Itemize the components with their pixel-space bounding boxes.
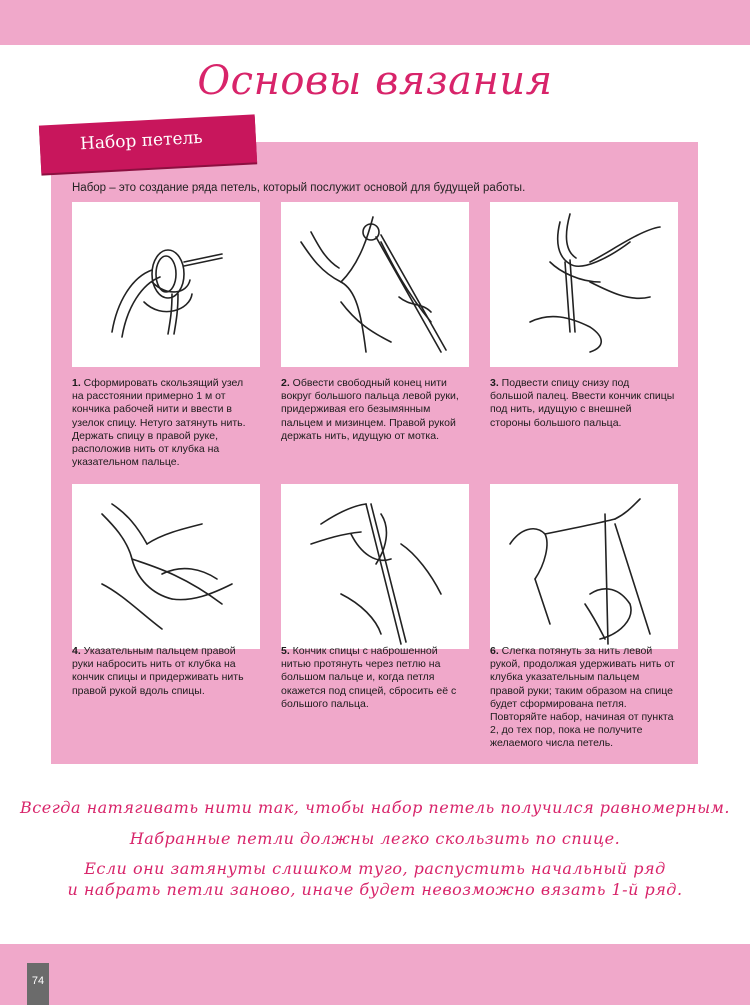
wrap-yarn-illustration	[72, 484, 260, 649]
slip-knot-illustration	[72, 202, 260, 367]
pull-through-illustration	[281, 484, 469, 649]
tip-line-2: Набранные петли должны легко скользить по спице.	[129, 829, 621, 848]
tip-line-1: Всегда натягивать нити так, чтобы набор петель получился равномерным.	[20, 798, 730, 817]
tip-line-4: и набрать петли заново, иначе будет невозможно вязать 1-й ряд.	[67, 880, 683, 899]
step-4-text: Указательным пальцем правой руки набросить нить от клубка на кончик спицы и придерживать нить правой рукой вдоль спицы.	[72, 645, 244, 697]
page-number: 74	[27, 963, 49, 1005]
step-3-number: 3.	[490, 377, 499, 389]
step-2-caption	[281, 377, 466, 443]
step-6-text: Слегка потянуть за нить левой рукой, продолжая удерживать нить от клубка указательным пальцем правой руки; таким образом на спице будет сформирована петля. Повторяйте набор, начиная от пункта 2, до тех пор, пока не получите желаемого числа петель.	[490, 645, 675, 750]
intro-text: Набор – это создание ряда петель, который послужит основой для будущей работы.	[72, 182, 526, 194]
bottom-band	[0, 944, 750, 1005]
needle-under-thumb-illustration	[490, 202, 678, 367]
step-5-number: 5.	[281, 645, 290, 657]
step-3-caption	[490, 377, 675, 430]
step-2-number: 2.	[281, 377, 290, 389]
step-1-text: Сформировать скользящий узел на расстоянии примерно 1 м от кончика рабочей нити и ввести в узелок спицу. Нетуго затянуть нить. Держать спицу в правой руке, расположив нить от клубка на указательном пальце.	[72, 377, 246, 469]
tighten-loop-illustration	[490, 484, 678, 649]
thumb-wrap-illustration	[281, 202, 469, 367]
step-5-text: Кончик спицы с наброшенной нитью протянуть через петлю на большом пальце и, когда петля окажется под спицей, сбросить её с большого пальца.	[281, 645, 457, 710]
tip-line-3: Если они затянуты слишком туго, распустить начальный ряд	[84, 859, 666, 878]
page-title: Основы вязания	[197, 58, 553, 104]
top-band	[0, 0, 750, 45]
step-6-number: 6.	[490, 645, 499, 657]
step-4-number: 4.	[72, 645, 81, 657]
section-label: Набор петель	[79, 127, 204, 155]
step-3-text: Подвести спицу снизу под большой палец. Ввести кончик спицы под нить, идущую с внешней стороны большого пальца.	[490, 377, 675, 429]
step-6-caption	[490, 645, 675, 751]
step-4-caption	[72, 645, 257, 698]
step-1-caption	[72, 377, 257, 469]
step-2-text: Обвести свободный конец нити вокруг большого пальца левой руки, придерживая его безымянным пальцем и мизинцем. Правой рукой держать нить, идущую от мотка.	[281, 377, 459, 442]
step-5-caption	[281, 645, 466, 711]
step-1-number: 1.	[72, 377, 81, 389]
